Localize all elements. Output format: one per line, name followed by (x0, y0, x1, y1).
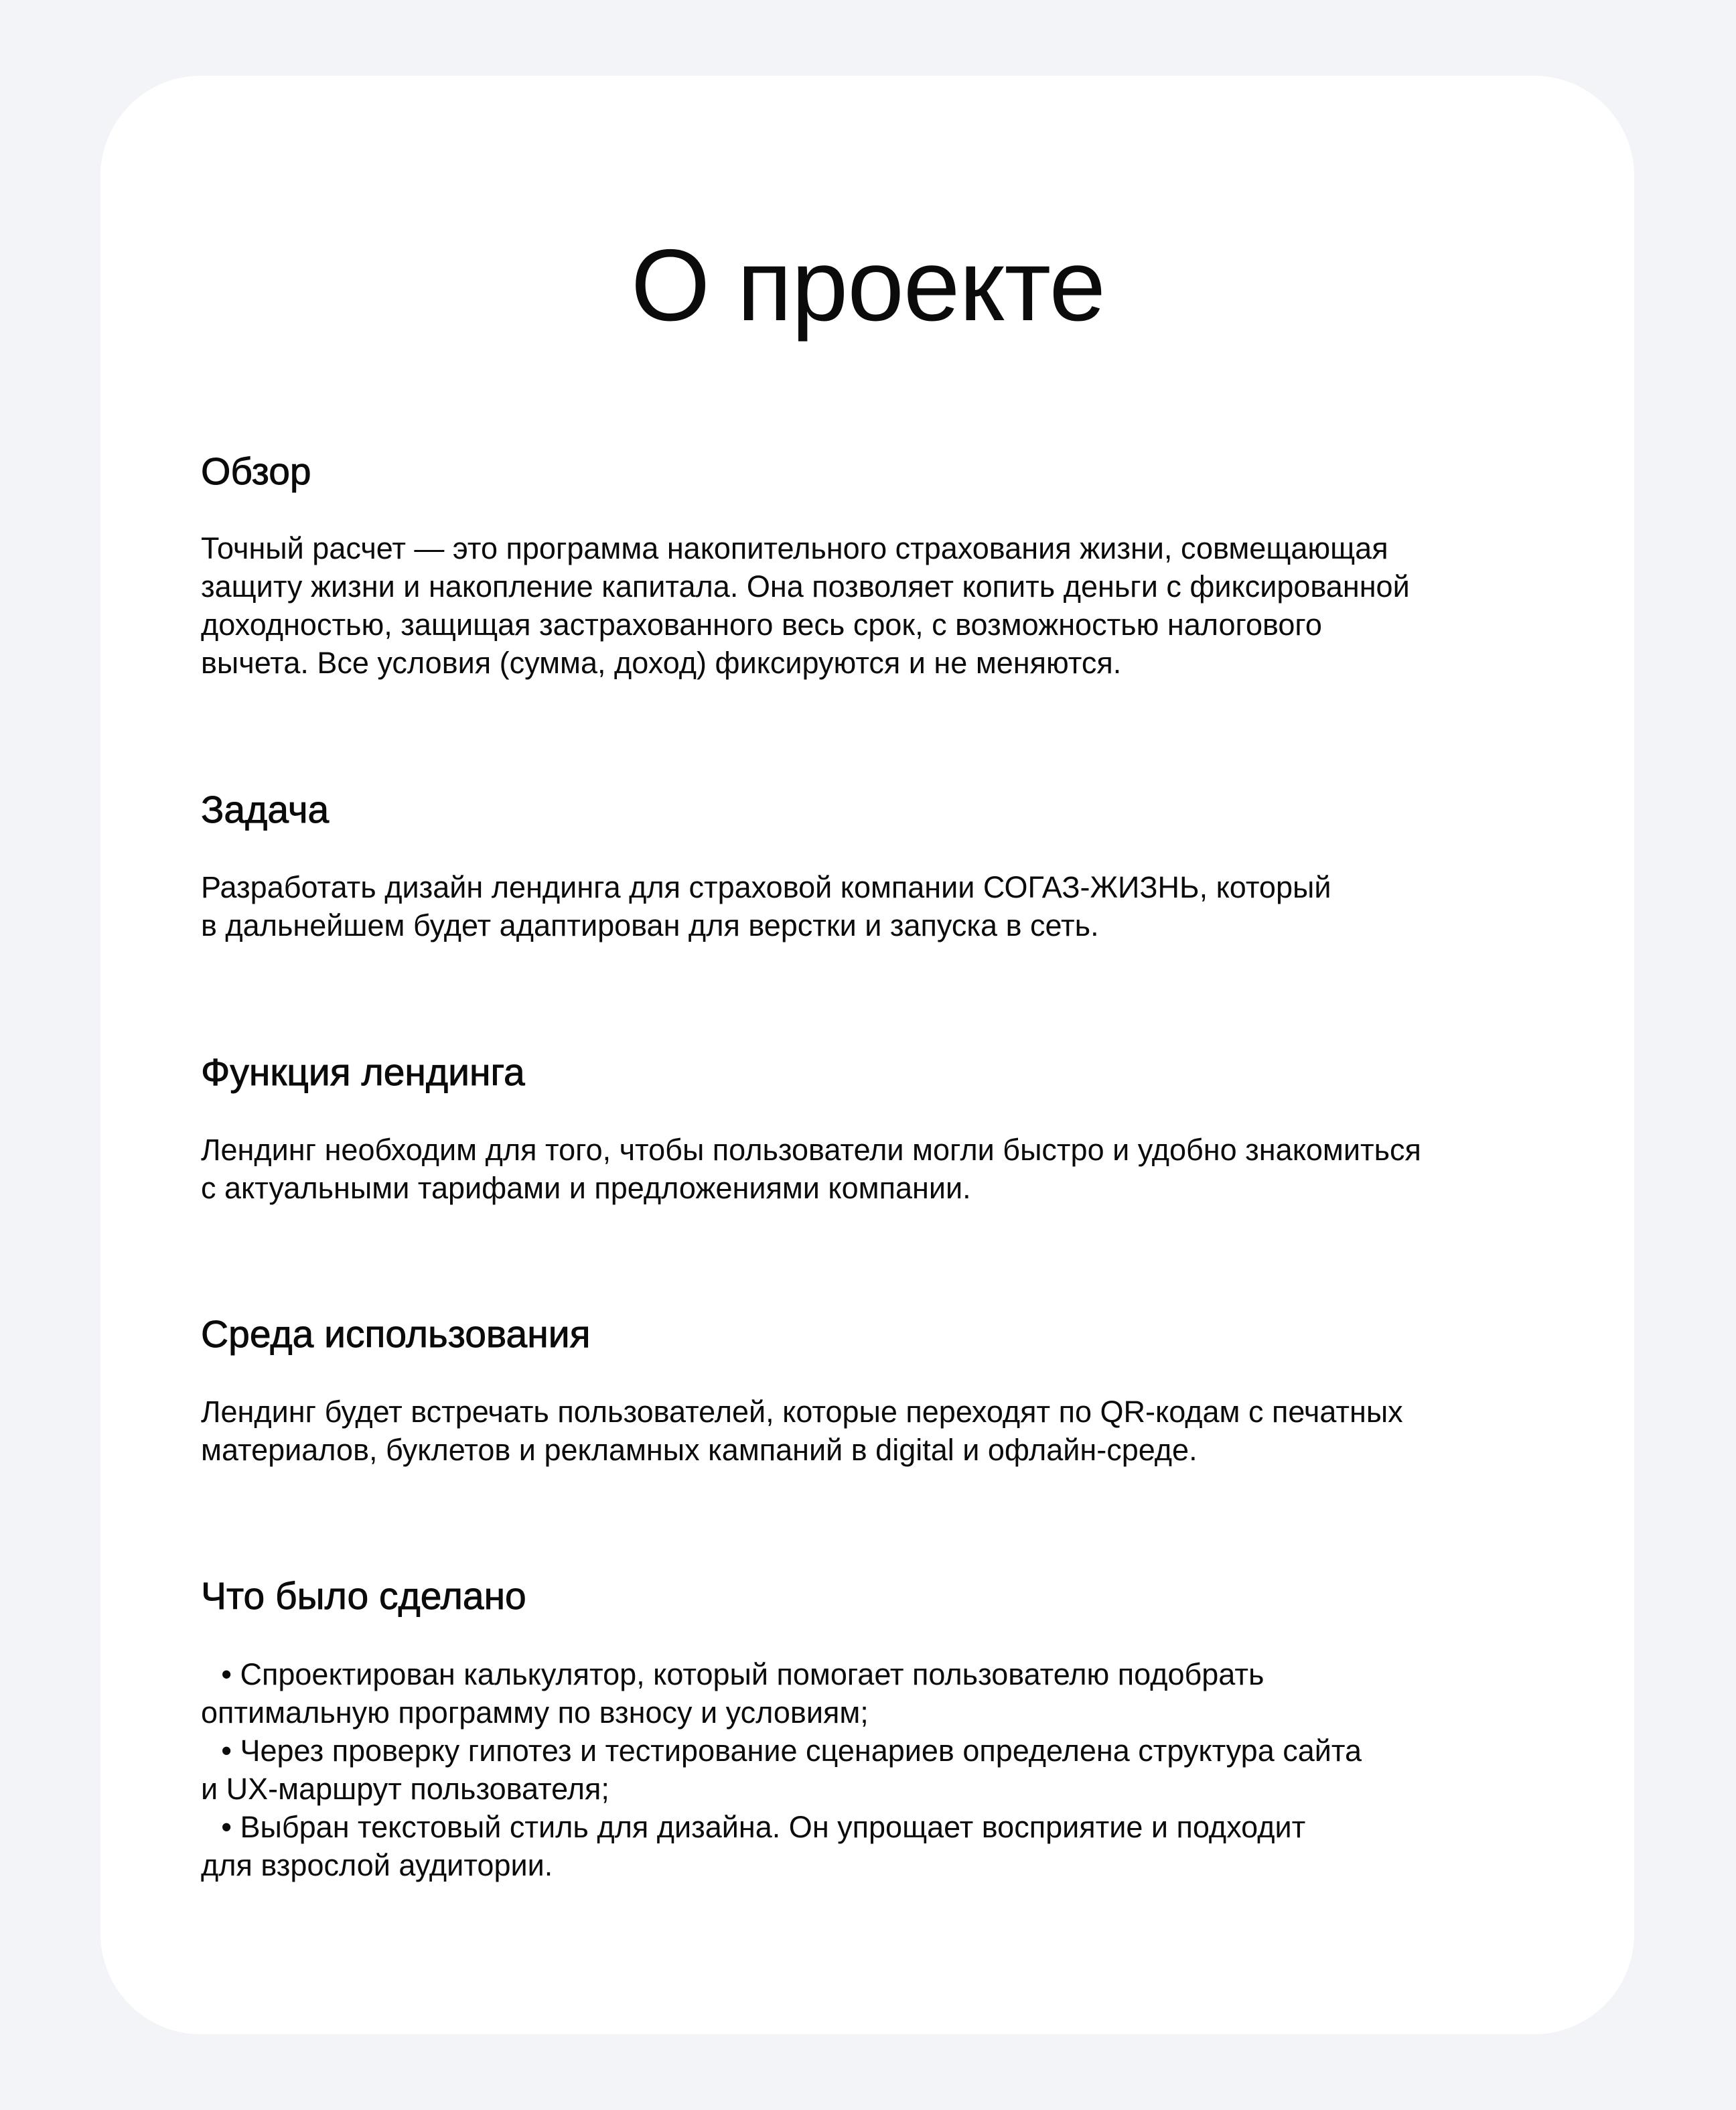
done-list (201, 1655, 1581, 1884)
text-line: вычета. Все условия (сумма, доход) фиксируются и не меняются. (201, 646, 1122, 680)
list-item (201, 1655, 1581, 1732)
section-text-environment (201, 1393, 1581, 1469)
bullet-icon: • (221, 1810, 232, 1844)
list-item (201, 1808, 1581, 1884)
text-line: Лендинг необходим для того, чтобы пользователи могли быстро и удобно знакомиться (201, 1133, 1421, 1167)
text-line (201, 1732, 1581, 1770)
section-heading-environment: Среда использования (201, 1313, 591, 1356)
list-item-text: Спроектирован калькулятор, который помогает пользователю подобрать (240, 1657, 1264, 1691)
text-line: Лендинг будет встречать пользователей, которые переходят по QR-кодам с печатных (201, 1395, 1403, 1429)
text-line: с актуальными тарифами и предложениями компании. (201, 1171, 971, 1205)
section-heading-done: Что было сделано (201, 1575, 526, 1618)
bullet-icon: • (221, 1657, 232, 1691)
text-line: оптимальную программу по взносу и условиям; (201, 1695, 869, 1730)
text-line (201, 1655, 1581, 1693)
section-heading-overview: Обзор (201, 450, 311, 493)
section-text-overview (201, 529, 1581, 682)
section-heading-task: Задача (201, 788, 330, 831)
text-line: для взрослой аудитории. (201, 1848, 553, 1882)
text-line: защиту жизни и накопление капитала. Она позволяет копить деньги с фиксированной (201, 569, 1410, 604)
list-item-text: Через проверку гипотез и тестирование сценариев определена структура сайта (240, 1734, 1362, 1768)
bullet-icon: • (221, 1734, 232, 1768)
text-line: и UX-маршрут пользователя; (201, 1772, 609, 1806)
page-title: О проекте (630, 228, 1106, 342)
section-text-function (201, 1131, 1581, 1207)
section-text-task (201, 868, 1581, 944)
text-line: Точный расчет — это программа накопительного страхования жизни, совмещающая (201, 531, 1388, 565)
text-line: материалов, буклетов и рекламных кампаний в digital и офлайн-среде. (201, 1433, 1198, 1467)
text-line: в дальнейшем будет адаптирован для верстки и запуска в сеть. (201, 908, 1099, 942)
section-heading-function: Функция лендинга (201, 1051, 525, 1094)
text-line: Разработать дизайн лендинга для страховой компании СОГАЗ-ЖИЗНЬ, который (201, 870, 1331, 904)
text-line: доходностью, защищая застрахованного весь срок, с возможностью налогового (201, 608, 1322, 642)
list-item (201, 1732, 1581, 1808)
list-item-text: Выбран текстовый стиль для дизайна. Он упрощает восприятие и подходит (240, 1810, 1306, 1844)
text-line (201, 1808, 1581, 1846)
